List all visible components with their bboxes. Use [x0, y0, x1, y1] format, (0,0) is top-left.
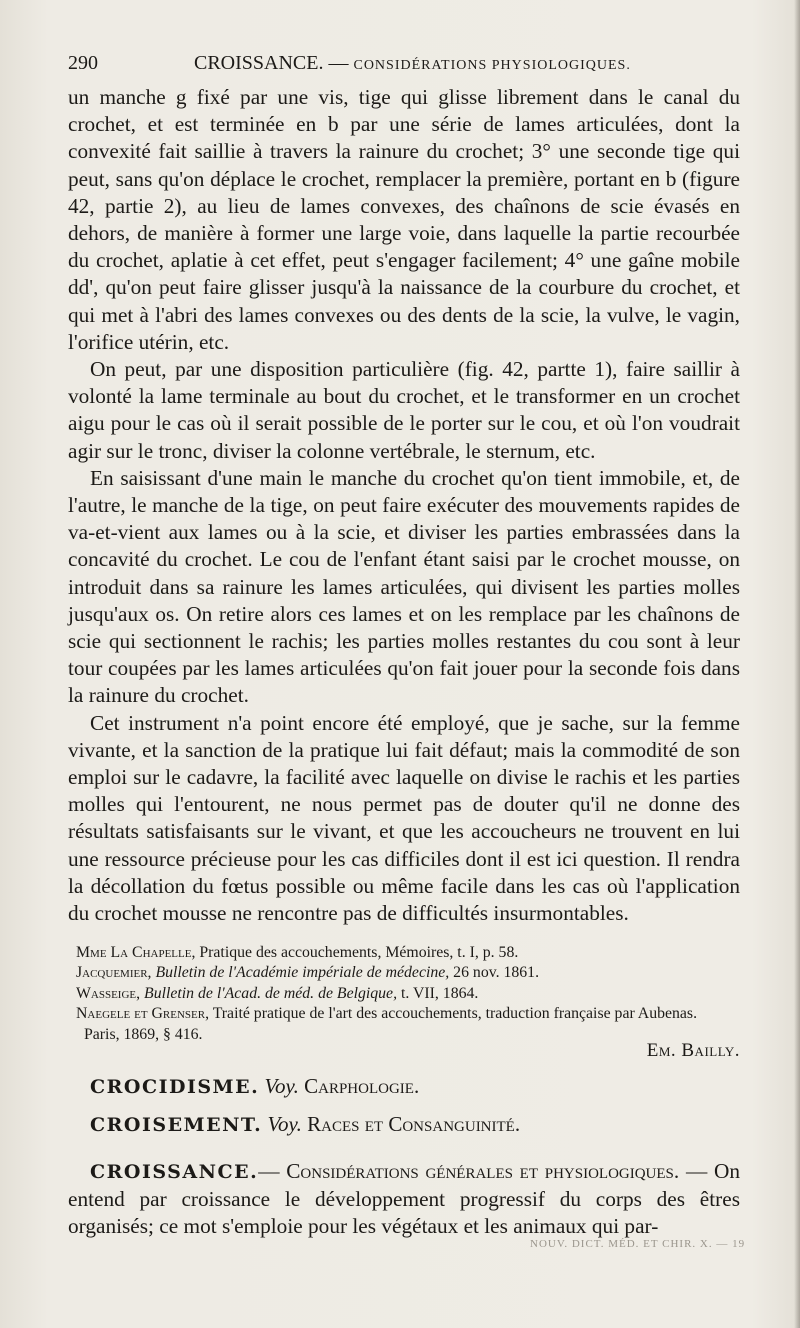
- reference-author: Jacquemier: [76, 964, 148, 982]
- dictionary-entry-croisement: [90, 1110, 520, 1139]
- running-title-sub: CONSIDÉRATIONS PHYSIOLOGIQUES.: [353, 58, 631, 73]
- dictionary-entry-croissance: [68, 1158, 740, 1241]
- bleed-through-text: NOUV. DICT. MÉD. ET CHIR. X. — 19: [530, 1238, 746, 1250]
- reference-text: , Traité pratique de l'art des accouchements, traduction française par Aubenas.: [205, 1005, 698, 1023]
- paragraph-4: Cet instrument n'a point encore été employé, que je sache, sur la femme vivante, et la sanction de la pratique lui fait défaut; mais la commodité de son emploi sur le cadavre, la facilité avec laquelle on divise le rachis et les parties molles qui l'entourent, ne nous permet pas de douter qu'il ne donne des résultats satisfaisants sur le vivant, et que les accoucheurs ne trouvent en lui une ressource précieuse pour les cas difficiles dont il est ici question. Il rendra la décollation du fœtus possible ou même facile dans les cas où l'application du crochet mousse ne rencontre pas de difficultés insurmontables.: [68, 710, 740, 926]
- bibliography: [76, 943, 740, 1045]
- author-signature: Em. Bailly.: [646, 1040, 740, 1061]
- page-number: 290: [68, 52, 98, 74]
- reference-text: 26 nov. 1861.: [449, 964, 540, 982]
- cross-reference-link[interactable]: Carphologie.: [304, 1074, 420, 1098]
- em-dash: —: [258, 1159, 287, 1183]
- paragraph-3: En saisissant d'une main le manche du crochet qu'on tient immobile, et, de l'autre, le manche de la tige, on peut faire exécuter des mouvements rapides de va-et-vient aux lames ou à la scie, et diviser les parties embrassées dans la concavité du crochet. Le cou de l'enfant étant saisi par le crochet mousse, on introduit dans sa rainure les lames articulées, qui divisent les parties molles jusqu'aux os. On retire alors ces lames et on les remplace par les chaînons de scie qui sectionnent le rachis; les parties molles restantes du cou sont à leur tour coupées par les lames articulées qu'on fait jouer pour la seconde fois dans la rainure du crochet.: [68, 465, 740, 708]
- running-title: [194, 50, 631, 79]
- reference-4-continued: Paris, 1869, § 416.: [84, 1025, 203, 1043]
- reference-3: Wasseige, Bulletin de l'Acad. de méd. de Belgique, t. VII, 1864.: [76, 984, 479, 1002]
- dictionary-entry-crocidisme: [90, 1072, 419, 1101]
- reference-text: t. VII, 1864.: [397, 984, 479, 1002]
- entry-headword: CROCIDISME.: [90, 1076, 260, 1098]
- reference-title: Bulletin de l'Académie impériale de médecine,: [155, 964, 450, 982]
- reference-4: [76, 1004, 740, 1024]
- entry-headword: CROISSANCE.: [90, 1161, 259, 1183]
- reference-text: , Pratique des accouchements, Mémoires, t. I, p. 58.: [191, 944, 519, 961]
- paragraph-2: On peut, par une disposition particulière (fig. 42, partte 1), faire saillir à volonté la lame terminale au bout du crochet, et le transformer en un crochet aigu pour le cas où il serait possible de le porter sur le cou, et où l'on voudrait agir sur le tronc, diviser la colonne vertébrale, le sternum, etc.: [68, 357, 740, 463]
- reference-author: Naegele et Grenser: [76, 1005, 206, 1023]
- entry-subtitle: Considérations générales et physiologiques.: [286, 1159, 680, 1183]
- cross-reference-link[interactable]: Races et Consanguinité.: [307, 1112, 521, 1136]
- reference-author: Mme La Chapelle: [76, 944, 192, 961]
- article-body: [68, 84, 740, 927]
- reference-1: [76, 943, 740, 963]
- entry-text: On entend par croissance le développement progressif du corps des êtres organisés; ce mot s'emploie pour les végétaux et les animaux qui par-: [68, 1159, 740, 1239]
- running-title-main: CROISSANCE. —: [194, 52, 354, 74]
- see-reference: Voy.: [267, 1112, 302, 1136]
- reference-author: Wasseige: [76, 984, 137, 1002]
- entry-headword: CROISEMENT.: [90, 1114, 263, 1136]
- entry-paragraph: [68, 1158, 740, 1241]
- reference-title: Bulletin de l'Acad. de méd. de Belgique,: [144, 984, 398, 1002]
- paragraph-1: un manche g fixé par une vis, tige qui glisse librement dans le canal du crochet, et est terminée en b par une série de lames articulées, dont la convexité fait saillie à travers la rainure du crochet; 3° une seconde tige qui peut, sans qu'on déplace le crochet, remplacer la première, portant en b (figure 42, partie 2), au lieu de lames convexes, des chaînons de scie évasés en dehors, de manière à former une large voie, dans laquelle la partie recourbée du crochet, aplatie à cet effet, peut s'engager facilement; 4° une gaîne mobile dd', qu'on peut faire glisser jusqu'à la naissance de la courbure du crochet, et qui met à l'abri des lames convexes ou des dents de la scie, la vulve, le vagin, l'orifice utérin, etc.: [68, 85, 740, 354]
- see-reference: Voy.: [264, 1074, 299, 1098]
- em-dash: —: [679, 1159, 714, 1183]
- running-header: [68, 50, 740, 76]
- page-edge-shadow: [794, 0, 800, 1328]
- reference-2: Jacquemier, Bulletin de l'Académie impériale de médecine, 26 nov. 1861.: [76, 964, 540, 982]
